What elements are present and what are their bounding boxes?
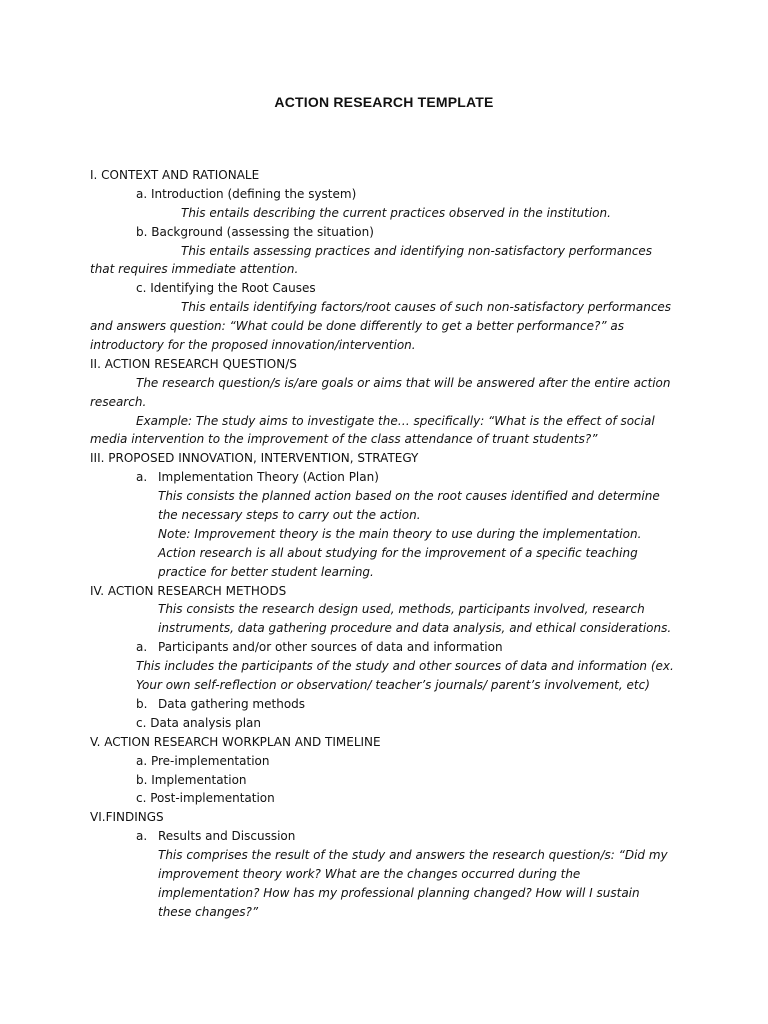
section-line <box>90 771 690 790</box>
line-text: Note: Improvement theory is the main theory to use during the implementation. <box>158 526 642 541</box>
section-line <box>90 808 690 827</box>
line-text: This entails assessing practices and identifying non-satisfactory performances <box>181 243 653 258</box>
body-text-line <box>90 544 690 563</box>
line-text: This entails identifying factors/root causes of such non-satisfactory performances <box>181 300 672 315</box>
body-text-line <box>90 374 690 393</box>
list-label: b. <box>136 696 148 711</box>
body-text-line <box>90 600 690 619</box>
line-text: I. CONTEXT AND RATIONALE <box>90 168 260 182</box>
line-text: Data gathering methods <box>158 696 306 711</box>
body-text-line <box>90 260 690 279</box>
section-line <box>90 789 690 808</box>
line-text: that requires immediate attention. <box>90 262 299 277</box>
body-text-line <box>90 412 690 431</box>
section-line <box>90 695 690 714</box>
line-text: research. <box>90 394 147 409</box>
body-text-line <box>90 619 690 638</box>
line-text: implementation? How has my professional planning changed? How will I sustain <box>158 885 640 900</box>
line-text: III. PROPOSED INNOVATION, INTERVENTION, STRATEGY <box>90 451 419 466</box>
line-text: II. ACTION RESEARCH QUESTION/S <box>90 356 297 371</box>
body-text-line <box>90 430 690 449</box>
section-line <box>90 752 690 771</box>
section-line <box>90 185 690 204</box>
line-text: a. Pre-implementation <box>136 753 270 768</box>
line-text: IV. ACTION RESEARCH METHODS <box>90 583 287 598</box>
line-text: The research question/s is/are goals or aims that will be answered after the entire action <box>136 375 671 390</box>
line-text: a. Introduction (defining the system) <box>136 186 357 201</box>
line-text: media intervention to the improvement of the class attendance of truant students?” <box>90 432 598 447</box>
body-text-line <box>90 242 690 261</box>
section-line <box>90 714 690 733</box>
line-text: This consists the planned action based on the root causes identified and determine <box>158 489 660 504</box>
body-text-line <box>90 317 690 336</box>
section-line <box>90 223 690 242</box>
line-text: This entails describing the current practices observed in the institution. <box>181 205 611 220</box>
body-text-line <box>90 865 690 884</box>
body-text-line <box>90 903 690 922</box>
body-text-line <box>90 204 690 223</box>
line-text: b. Implementation <box>136 772 247 787</box>
line-text: This consists the research design used, methods, participants involved, research <box>158 602 645 617</box>
body-text-line <box>90 393 690 412</box>
body-text-line <box>90 884 690 903</box>
line-text: instruments, data gathering procedure and data analysis, and ethical considerations. <box>158 621 672 636</box>
list-label: a. <box>136 640 148 655</box>
document-title: ACTION RESEARCH TEMPLATE <box>274 94 494 110</box>
line-text: introductory for the proposed innovation/intervention. <box>90 338 416 353</box>
section-line <box>90 166 690 185</box>
line-text: and answers question: “What could be done differently to get a better performance?” as <box>90 319 624 334</box>
line-text: Example: The study aims to investigate the… specifically: “What is the effect of social <box>136 413 655 428</box>
document-body <box>90 166 690 922</box>
line-text: the necessary steps to carry out the action. <box>158 508 421 523</box>
line-text: Action research is all about studying for the improvement of a specific teaching <box>158 545 638 560</box>
line-text: c. Post-implementation <box>136 791 275 806</box>
line-text: practice for better student learning. <box>158 564 374 579</box>
line-text: c. Identifying the Root Causes <box>136 281 316 296</box>
line-text: Implementation Theory (Action Plan) <box>158 470 379 485</box>
body-text-line <box>90 487 690 506</box>
section-line <box>90 582 690 601</box>
line-text: Your own self-reflection or observation/ teacher’s journals/ parent’s involvement, etc) <box>136 678 650 693</box>
line-text: V. ACTION RESEARCH WORKPLAN AND TIMELINE <box>90 734 381 749</box>
body-text-line <box>90 846 690 865</box>
section-line <box>90 638 690 657</box>
body-text-line <box>90 563 690 582</box>
line-text: This includes the participants of the study and other sources of data and information (ex. <box>136 659 674 674</box>
section-line <box>90 355 690 374</box>
line-text: c. Data analysis plan <box>136 715 262 730</box>
line-text: Participants and/or other sources of data and information <box>158 640 503 655</box>
line-text: improvement theory work? What are the changes occurred during the <box>158 866 581 881</box>
list-label: a. <box>136 470 148 485</box>
line-text: these changes?” <box>158 904 259 919</box>
section-line <box>90 449 690 468</box>
body-text-line <box>90 336 690 355</box>
body-text-line <box>90 676 690 695</box>
line-text: b. Background (assessing the situation) <box>136 224 374 239</box>
section-line <box>90 827 690 846</box>
section-line <box>90 279 690 298</box>
section-line <box>90 468 690 487</box>
list-label: a. <box>136 829 148 844</box>
body-text-line <box>90 506 690 525</box>
body-text-line <box>90 657 690 676</box>
line-text: VI.FINDINGS <box>90 810 164 825</box>
line-text: Results and Discussion <box>158 829 296 844</box>
body-text-line <box>90 298 690 317</box>
body-text-line <box>90 525 690 544</box>
line-text: This comprises the result of the study and answers the research question/s: “Did my <box>158 848 668 863</box>
section-line <box>90 733 690 752</box>
